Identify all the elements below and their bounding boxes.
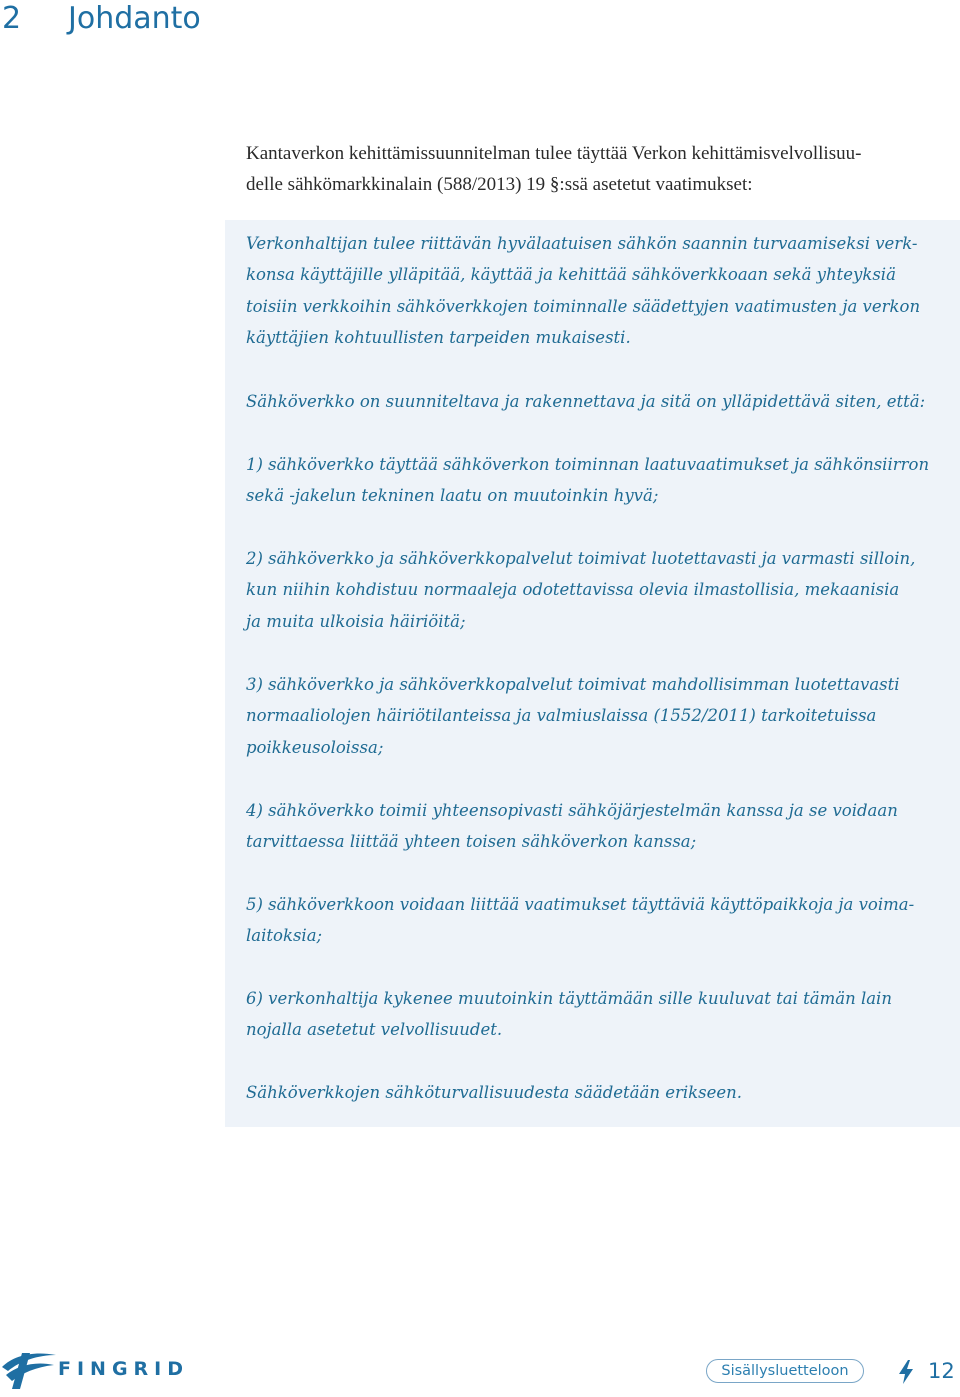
quote-line: Sähköverkkojen sähköturvallisuudesta säädetään erikseen. [246,1083,743,1102]
quote-line: käyttäjien kohtuullisten tarpeiden mukaisesti. [246,328,631,348]
page-number: 12 [928,1359,955,1383]
quote-item-1 [246,449,956,512]
quote-line: laitoksia; [246,926,323,946]
quote-line: 4) sähköverkko toimii yhteensopivasti sähköjärjestelmän kanssa ja se voidaan [246,801,898,820]
quote-line: normaaliolojen häiriötilanteissa ja valmiuslaissa (1552/2011) tarkoitetuissa [246,706,877,726]
quote-paragraph-safety [246,1077,956,1108]
quote-item-5 [246,889,956,952]
quote-item-6 [246,983,956,1046]
quote-line: 5) sähköverkkoon voidaan liittää vaatimukset täyttäviä käyttöpaikkoja ja voima- [246,895,915,914]
lightning-bolt-icon [898,1360,914,1384]
quote-line: poikkeusoloissa; [246,737,384,757]
quote-line: sekä -jakelun tekninen laatu on muutoinkin hyvä; [246,486,659,506]
intro-line: Kantaverkon kehittämissuunnitelman tulee täyttää Verkon kehittämisvelvollisuu- [246,143,862,164]
chapter-number: 2 [2,1,22,36]
intro-line: delle sähkömarkkinalain (588/2013) 19 §:ssä asetetut vaatimukset: [246,174,753,195]
intro-paragraph [246,138,946,200]
quote-line: konsa käyttäjille ylläpitää, käyttää ja kehittää sähköverkkoaan sekä yhteyksiä [246,265,896,285]
quote-line: ja muita ulkoisia häiriöitä; [246,611,466,631]
quote-item-2 [246,543,956,637]
quote-line: nojalla asetetut velvollisuudet. [246,1020,503,1040]
fingrid-emblem-icon [0,1345,60,1393]
quote-line: Sähköverkko on suunniteltava ja rakennettava ja sitä on ylläpidettävä siten, että: [246,392,926,411]
fingrid-logo [0,1345,190,1393]
quote-item-4 [246,795,956,858]
logo-wordmark: FINGRID [58,1358,190,1380]
table-of-contents-link[interactable]: Sisällysluetteloon [706,1359,864,1383]
quote-paragraph-requirements-lead [246,386,956,417]
quote-paragraph-obligation [246,228,956,354]
quote-line: kun niihin kohdistuu normaaleja odotettavissa olevia ilmastollisia, mekaanisia [246,580,900,600]
quote-line: Verkonhaltijan tulee riittävän hyvälaatuisen sähkön saannin turvaamiseksi verk- [246,234,918,253]
quote-line: 3) sähköverkko ja sähköverkkopalvelut toimivat mahdollisimman luotettavasti [246,675,900,694]
chapter-title: Johdanto [68,1,201,36]
quote-line: 1) sähköverkko täyttää sähköverkon toiminnan laatuvaatimukset ja sähkönsiirron [246,455,930,474]
quote-line: tarvittaessa liittää yhteen toisen sähköverkon kanssa; [246,832,697,852]
quote-line: 6) verkonhaltija kykenee muutoinkin täyttämään sille kuuluvat tai tämän lain [246,989,892,1008]
quote-line: toisiin verkkoihin sähköverkkojen toiminnalle säädettyjen vaatimusten ja verkon [246,296,921,316]
quote-item-3 [246,669,956,763]
chapter-heading [0,0,201,40]
quote-line: 2) sähköverkko ja sähköverkkopalvelut toimivat luotettavasti ja varmasti silloin, [246,549,916,568]
